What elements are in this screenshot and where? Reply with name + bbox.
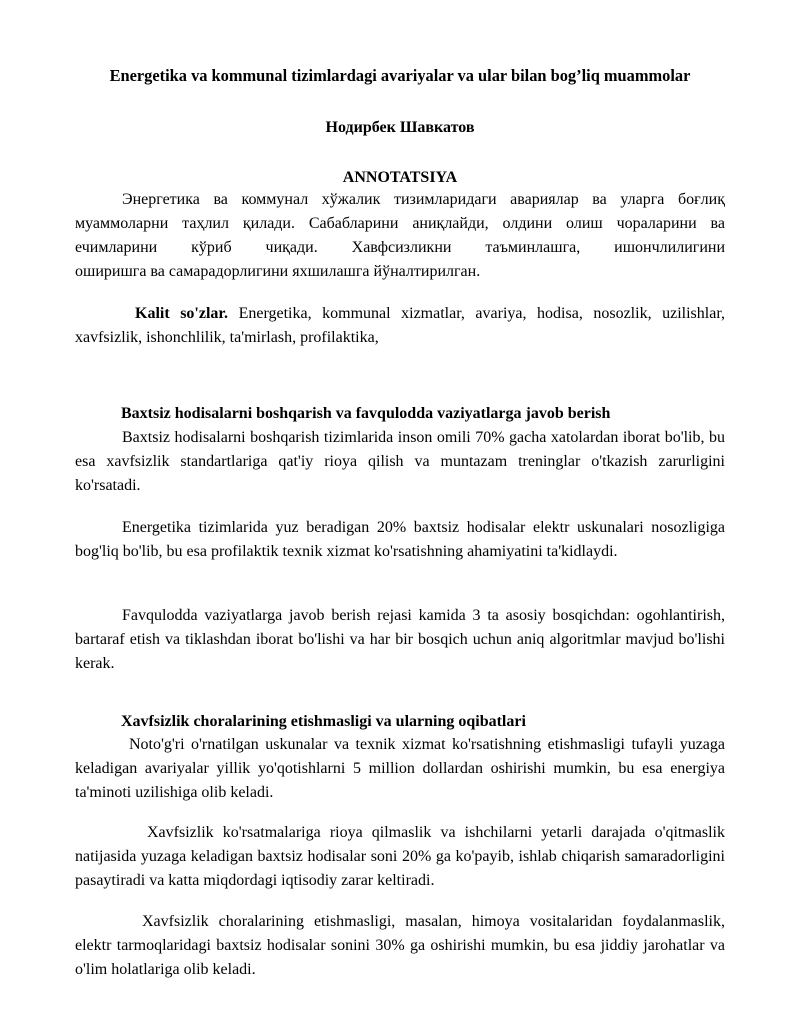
paragraph-text: Favqulodda vaziyatlarga javob berish rejasi kamida 3 ta asosiy bosqichdan: ogohlantirish, bartaraf etish va tiklashdan iborat bo'lishi va har bir bosqich uchun aniq algoritmlar mavjud bo'lishi kerak. [75, 607, 725, 672]
section-heading: Baxtsiz hodisalarni boshqarish va favqulodda vaziyatlarga javob berish [121, 405, 611, 422]
annotation-line: Энергетика ва коммунал хўжалик тизимларидаги авариялар ва уларга боғлиқ [122, 191, 725, 208]
keywords-label: Kalit so'zlar. [135, 305, 229, 322]
keywords-paragraph [75, 302, 725, 350]
keywords-text: Energetika, kommunal xizmatlar, avariya, hodisa, nosozlik, uzilishlar, xavfsizlik, ishonchlilik, ta'mirlash, profilaktika, [75, 305, 726, 346]
body-paragraph [75, 910, 725, 982]
document-title: Energetika va kommunal tizimlardagi avariyalar va ular bilan bog’liq muammolar [109, 66, 691, 85]
body-paragraph [75, 733, 725, 805]
paragraph-text: Noto'g'ri o'rnatilgan uskunalar va texnik xizmat ko'rsatishning etishmasligi tufayli yuzaga keladigan avariyalar yillik yo'qotishlarni 5 million dollardan oshirishi mumkin, bu esa energiya ta'minoti uzilishiga olib keladi. [75, 736, 725, 801]
annotation-line: ечимларини кўриб чиқади. Хавфсизликни таъминлашга, ишончлилигини [75, 239, 725, 256]
body-paragraph [75, 604, 725, 676]
annotation-line: оширишга ва самарадорлигини яхшилашга йўналтирилган. [75, 263, 481, 280]
paragraph-text: Xavfsizlik ko'rsatmalariga rioya qilmaslik va ishchilarni yetarli darajada o'qitmaslik natijasida yuzaga keladigan baxtsiz hodisalar soni 20% ga ko'payib, ishlab chiqarish samaradorligini pasaytiradi va katta miqdordagi iqtisodiy zarar keltiradi. [75, 824, 725, 889]
paragraph-text: Energetika tizimlarida yuz beradigan 20% baxtsiz hodisalar elektr uskunalari nosozligiga bog'liq bo'lib, bu esa profilaktik texnik xizmat ko'rsatishning ahamiyatini ta'kidlaydi. [75, 519, 725, 560]
body-paragraph [75, 516, 725, 564]
body-paragraph [75, 426, 725, 498]
author-name: Нодирбек Шавкатов [325, 119, 475, 136]
annotation-line: муаммоларни таҳлил қилади. Сабабларини аниқлайди, олдини олиш чораларини ва [75, 215, 725, 232]
annotation-paragraph [75, 188, 725, 284]
body-paragraph [75, 821, 725, 893]
paragraph-text: Xavfsizlik choralarining etishmasligi, masalan, himoya vositalaridan foydalanmaslik, elektr tarmoqlaridagi baxtsiz hodisalar sonini 30% ga oshirishi mumkin, bu esa jiddiy jarohatlar va o'lim holatlariga olib keladi. [75, 913, 725, 978]
paragraph-text: Baxtsiz hodisalarni boshqarish tizimlarida inson omili 70% gacha xatolardan iborat bo'lib, bu esa xavfsizlik standartlariga qat'iy rioya qilish va muntazam treninglar o'tkazish zarurligini ko'rsatadi. [75, 429, 725, 494]
section-heading: Xavfsizlik choralarining etishmasligi va ularning oqibatlari [121, 713, 526, 730]
annotation-heading: ANNOTATSIYA [342, 169, 458, 186]
